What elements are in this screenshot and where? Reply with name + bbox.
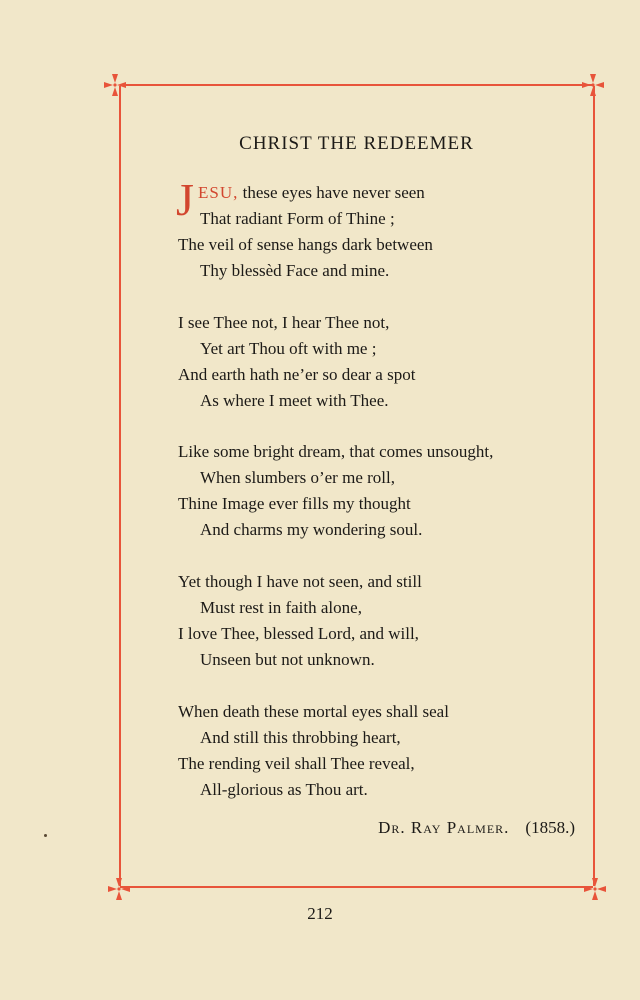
frame-top-rule <box>120 84 593 86</box>
poem-line: Thine Image ever fills my thought <box>178 494 411 513</box>
drop-cap: J <box>176 174 194 225</box>
poem-line: And still this throbbing heart, <box>200 728 401 747</box>
page-number: 212 <box>307 904 333 923</box>
stanza <box>178 439 578 543</box>
poem-line: All-glorious as Thou art. <box>200 780 368 799</box>
poem-line: Like some bright dream, that comes unsought, <box>178 442 494 461</box>
publication-year: (1858.) <box>525 818 575 837</box>
stanza <box>178 310 578 414</box>
cross-pattee-icon <box>108 878 130 900</box>
poem-line: When death these mortal eyes shall seal <box>178 702 449 721</box>
poem-line: And charms my wondering soul. <box>200 520 423 539</box>
poem-title: CHRIST THE REDEEMER <box>239 133 474 154</box>
cross-pattee-icon <box>104 74 126 96</box>
poem-line: Must rest in faith alone, <box>200 598 362 617</box>
frame-bottom-rule <box>120 886 593 888</box>
poem-line: As where I meet with Thee. <box>200 391 389 410</box>
author-name: Dr. Ray Palmer. <box>378 818 510 837</box>
stanza <box>178 699 578 803</box>
poem-line: Thy blessèd Face and mine. <box>200 261 390 280</box>
poem-line: And earth hath ne’er so dear a spot <box>178 365 416 384</box>
cross-pattee-icon <box>582 74 604 96</box>
poem-line: When slumbers o’er me roll, <box>200 468 395 487</box>
poem-line: Unseen but not unknown. <box>200 650 375 669</box>
attribution <box>378 818 575 838</box>
poem-line: The rending veil shall Thee reveal, <box>178 754 415 773</box>
cross-pattee-icon <box>584 878 606 900</box>
poem-line: That radiant Form of Thine ; <box>200 209 395 228</box>
paper-speck <box>44 834 47 837</box>
poem-line: Yet though I have not seen, and still <box>178 572 422 591</box>
poem-line: The veil of sense hangs dark between <box>178 235 433 254</box>
poem-line: I love Thee, blessed Lord, and will, <box>178 624 419 643</box>
stanza <box>178 569 578 673</box>
frame-right-rule <box>593 86 595 886</box>
stanza <box>176 174 578 284</box>
poem-line: ESU, these eyes have never seen <box>198 183 425 202</box>
first-word: ESU, <box>198 183 239 202</box>
poem-line: Yet art Thou oft with me ; <box>200 339 377 358</box>
poem-line: I see Thee not, I hear Thee not, <box>178 313 390 332</box>
frame-left-rule <box>119 86 121 886</box>
